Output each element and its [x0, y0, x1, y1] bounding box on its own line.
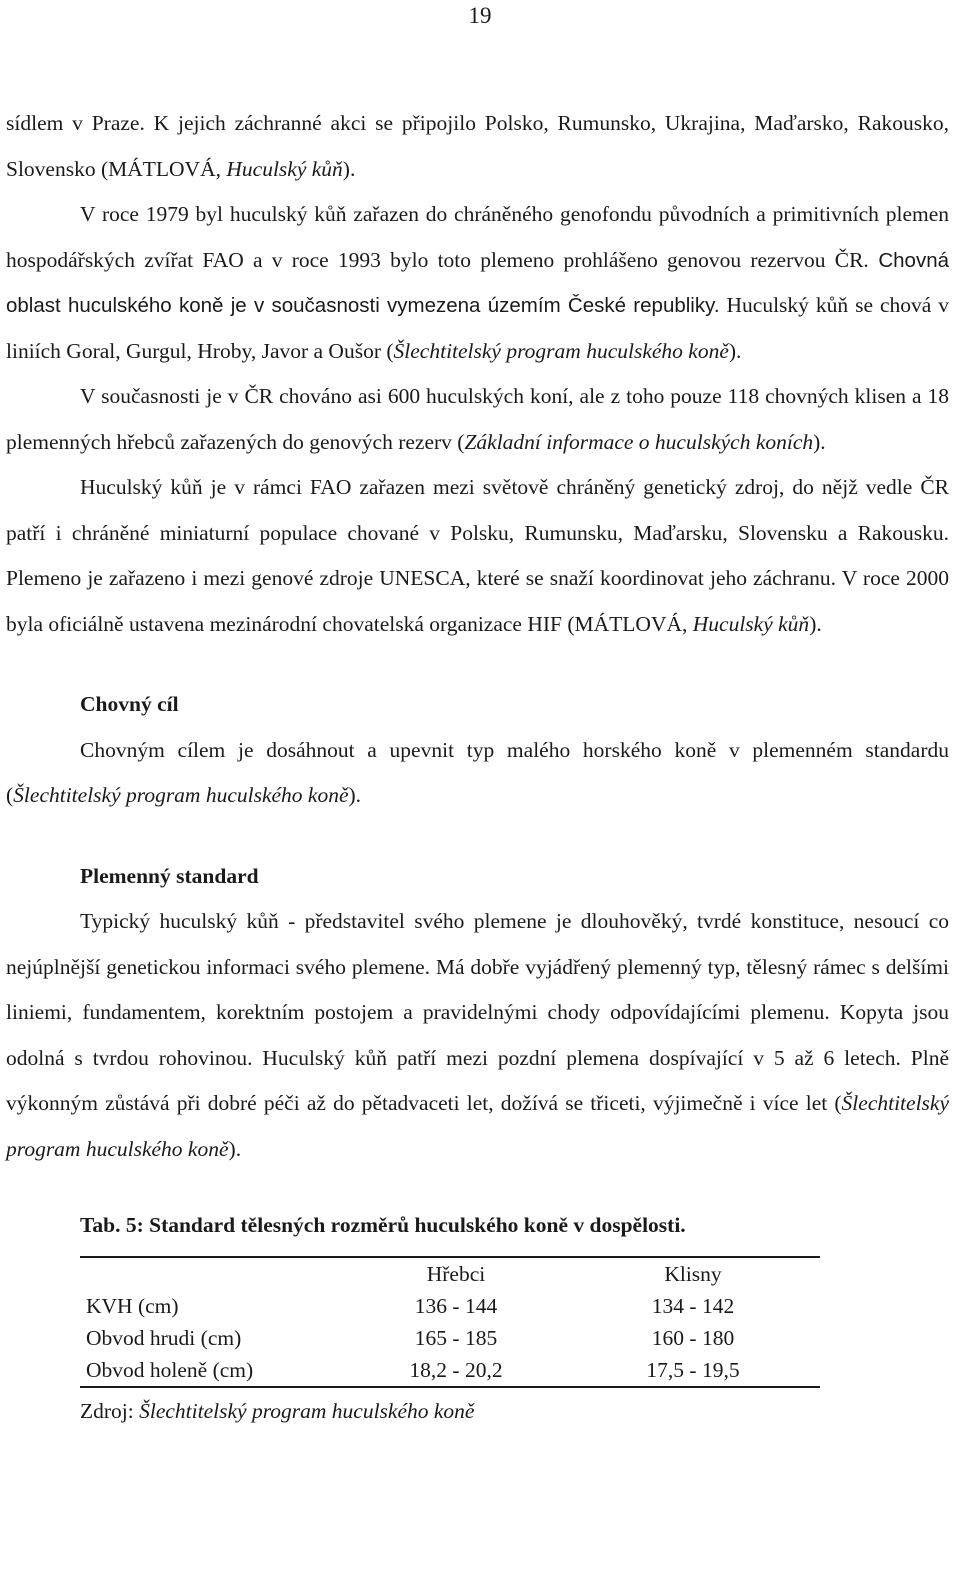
paragraph-4-text: Huculský kůň je v rámci FAO zařazen mezi světově chráněný genetický zdroj, do nějž vedle ČR patří i chráněné miniaturní populace chované v Polsku, Rumunsku, Maďarsku, Slovensku a Rakousku. Plemeno je zařazeno i mezi genové zdroje UNESCA, které se snaží koordinovat jeho záchranu. V roce 2000 byla oficiálně ustavena mezinárodní chovatelská organizace HIF (MÁTLOVÁ,	[6, 475, 949, 636]
citation: Šlechtitelský program huculského koně	[393, 338, 729, 363]
table-row	[80, 1322, 820, 1354]
table-cell: Obvod holeně (cm)	[86, 1358, 254, 1382]
document-body	[6, 101, 949, 1426]
body-dimensions-table	[80, 1256, 820, 1388]
citation: Huculský kůň	[692, 611, 810, 636]
citation: Huculský kůň	[226, 156, 343, 181]
table-cell: 165 - 185	[414, 1326, 498, 1350]
table-cell: 160 - 180	[651, 1326, 735, 1350]
table-cell: 136 - 144	[414, 1294, 498, 1318]
citation: Šlechtitelský program huculského koně	[139, 1399, 475, 1423]
paragraph-end: ).	[348, 783, 362, 807]
table-cell: 17,5 - 19,5	[646, 1358, 740, 1382]
source-label: Zdroj:	[80, 1399, 140, 1423]
paragraph-2-text-2: Huculský kůň se chová v liniích Goral, Gurgul, Hroby, Javor a Oušor (	[6, 293, 949, 363]
table-cell: 18,2 - 20,2	[409, 1358, 503, 1382]
paragraph-breeding-goal	[6, 728, 949, 819]
table-header-cell	[80, 1257, 346, 1290]
paragraph-end: ).	[809, 611, 822, 636]
citation: Základní informace o huculských koních	[464, 429, 814, 454]
paragraph-end: ).	[813, 429, 826, 454]
paragraph-end: ).	[728, 338, 742, 363]
breed-standard-text: Typický huculský kůň - představitel svého plemene je dlouhověký, tvrdé konstituce, nesoucí co nejúplnější genetickou informaci svého plemene. Má dobře vyjádřený plemenný typ, tělesný rámec s delšími liniemi, fundamentem, korektním postojem a pravidelnými chody odpovídajícími plemenu. Kopyta jsou odolná s tvrdou rohovinou. Huculský kůň patří mezi pozdní plemena dospívající v 5 až 6 letech. Plně výkonným zůstává při dobré péči až do pětadvaceti let, dožívá se třiceti, výjimečně i více let (	[6, 909, 949, 1115]
heading-breed-standard: Plemenný standard	[80, 863, 259, 888]
citation: Šlechtitelský program huculského koně	[6, 1091, 949, 1161]
paragraph-1	[6, 101, 949, 192]
paragraph-2	[6, 192, 949, 374]
heading-breeding-goal: Chovný cíl	[80, 692, 179, 716]
table-row	[80, 1290, 820, 1322]
paragraph-1-text: sídlem v Praze. K jejich záchranné akci se připojilo Polsko, Rumunsko, Ukrajina, Maďarsko, Rakousko, Slovensko (MÁTLOVÁ,	[6, 111, 949, 181]
table-header-stallions: Hřebci	[426, 1262, 486, 1286]
paragraph-4	[6, 465, 949, 647]
table-cell: Obvod hrudi (cm)	[86, 1326, 242, 1350]
table-cell: 134 - 142	[651, 1294, 735, 1318]
table-caption: Tab. 5: Standard tělesných rozměrů huculského koně v dospělosti.	[80, 1213, 686, 1237]
paragraph-2-text: V roce 1979 byl huculský kůň zařazen do chráněného genofondu původních a primitivních plemen hospodářských zvířat FAO a v roce 1993 bylo toto plemeno prohlášeno genovou rezervou ČR.	[6, 202, 949, 272]
table-header-mares: Klisny	[664, 1262, 722, 1286]
paragraph-end: ).	[342, 156, 356, 181]
paragraph-3-text: V současnosti je v ČR chováno asi 600 huculských koní, ale z toho pouze 118 chovných klisen a 18 plemenných hřebců zařazených do genových rezerv (	[6, 384, 949, 454]
table-header-row	[80, 1257, 820, 1290]
paragraph-breed-standard	[6, 899, 949, 1172]
table-source	[80, 1396, 949, 1426]
table-row	[80, 1354, 820, 1387]
breeding-goal-text: Chovným cílem je dosáhnout a upevnit typ malého horského koně v plemenném standardu (	[6, 737, 949, 807]
paragraph-2-sans-text: Chovná oblast huculského koně je v současnosti vymezena územím České republiky.	[6, 248, 949, 317]
citation: Šlechtitelský program huculského koně	[13, 783, 349, 807]
paragraph-3	[6, 374, 949, 465]
page-number: 19	[468, 3, 492, 28]
paragraph-end: ).	[228, 1136, 242, 1161]
table-cell: KVH (cm)	[86, 1294, 179, 1318]
